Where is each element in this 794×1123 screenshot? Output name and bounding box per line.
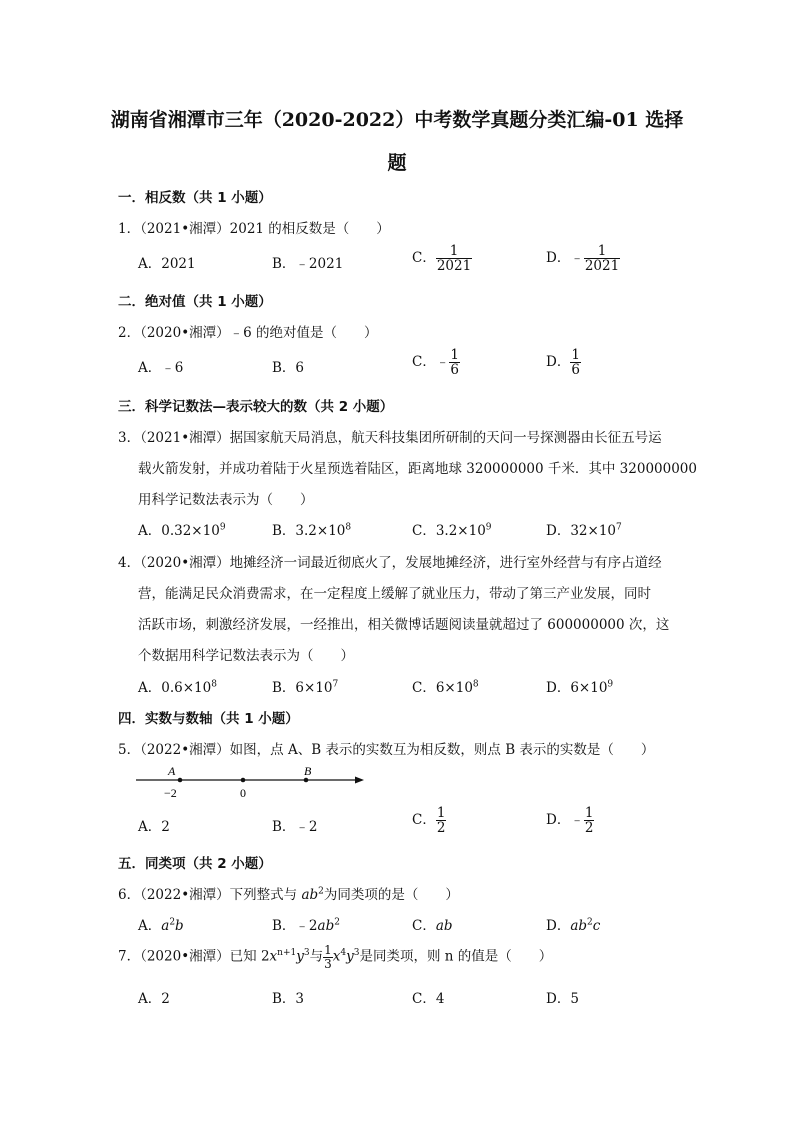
- question-6-stem: 6．（2022•湘潭）下列整式与 $ab^2$为同类项的是（ ）: [118, 886, 459, 903]
- q1-option-d-fraction: $\frac{1}{2021}$: [584, 243, 620, 275]
- question-4-line-2: 营，能满足民众消费需求，在一定程度上缓解了就业压力，带动了第三产业发展，同时: [138, 586, 651, 602]
- q7-option-c: C．4: [412, 991, 445, 1007]
- point-a-label: A: [168, 764, 176, 778]
- q2-option-b: B．6: [272, 360, 305, 376]
- q5-option-d-fraction: $\frac{1}{2}$: [584, 805, 594, 837]
- number-line-diagram: [136, 762, 376, 804]
- question-5-stem: 5．（2022•湘潭）如图，点 A、B 表示的实数互为相反数，则点 B 表示的实数是（ ）: [118, 742, 655, 758]
- question-1-stem: 1．（2021•湘潭）2021 的相反数是（ ）: [118, 221, 390, 237]
- q4-option-b: B．$6\times 10^7$: [272, 679, 339, 696]
- q4-option-c: C．$6\times 10^8$: [412, 679, 479, 696]
- q6-option-c: C．ab: [412, 918, 453, 934]
- question-2-stem: 2．（2020•湘潭）﹣6 的绝对值是（ ）: [118, 325, 378, 341]
- q1-option-b: B．﹣2021: [272, 256, 344, 272]
- section-heading-2: 二．绝对值（共 1 小题）: [118, 294, 272, 310]
- q2-option-a: A．﹣6: [138, 360, 184, 376]
- q5-option-d: D．﹣ $\frac{1}{2}$: [546, 805, 594, 837]
- page-title: 湖南省湘潭市三年（2020-2022）中考数学真题分类汇编-01 选择: [110, 109, 684, 131]
- q6-option-b: B．$﹣2ab^2$: [272, 917, 340, 934]
- q1-option-c-label: C．: [412, 250, 436, 267]
- point-a-dot: [178, 778, 183, 783]
- q4-option-d: D．$6\times 10^9$: [546, 679, 614, 696]
- q5-option-c-fraction: $\frac{1}{2}$: [436, 805, 446, 837]
- q1-option-d: D．﹣ $\frac{1}{2021}$: [546, 243, 620, 275]
- section-heading-1: 一．相反数（共 1 小题）: [118, 190, 272, 206]
- page-title-continued: 题: [387, 152, 407, 174]
- q5-option-b: B．﹣2: [272, 819, 318, 835]
- q7-option-b: B．3: [272, 991, 305, 1007]
- q6-option-d: D．$ab^2c$: [546, 917, 601, 934]
- section-heading-5: 五．同类项（共 2 小题）: [118, 856, 272, 872]
- tick-label-zero: 0: [240, 786, 246, 800]
- q3-option-d: D．$32\times 10^7$: [546, 522, 622, 539]
- q1-option-c: [412, 244, 472, 273]
- q2-option-c: C．﹣ $\frac{1}{6}$: [412, 347, 459, 379]
- q2-option-d-fraction: $\frac{1}{6}$: [571, 347, 580, 379]
- question-3-line-1: 3．（2021•湘潭）据国家航天局消息，航天科技集团所研制的天问一号探测器由长征五号运: [118, 430, 662, 446]
- q5-option-a: A．2: [138, 819, 170, 835]
- q1-option-a: A．2021: [138, 256, 196, 272]
- q6-option-a: A．$a^2b$: [138, 917, 184, 934]
- question-7-stem: 7．（2020•湘潭）已知 $2x^{n+1}y^3$与 $\frac{1}{3}$ $x^4y^3$是同类项，则 n 的值是（ ）: [118, 943, 553, 971]
- q7-option-a: A．2: [138, 991, 170, 1007]
- number-line-arrow: [355, 777, 364, 784]
- q1-option-c-fraction: $\frac{1}{2021}$: [436, 243, 472, 275]
- q2-option-c-fraction: $\frac{1}{6}$: [450, 347, 459, 379]
- question-3-line-2: 载火箭发射，并成功着陆于火星预选着陆区，距离地球 320000000 千米．其中 320000000: [138, 461, 697, 477]
- q3-option-c: C．$3.2\times 10^9$: [412, 522, 492, 539]
- q3-option-b: B．$3.2\times 10^8$: [272, 522, 352, 539]
- q1-option-d-label: D．: [546, 250, 571, 267]
- q4-option-a: A．$0.6\times 10^8$: [138, 679, 217, 696]
- section-heading-4: 四．实数与数轴（共 1 小题）: [118, 711, 299, 727]
- q2-option-d: D． $\frac{1}{6}$: [546, 347, 580, 379]
- q5-option-c: C． $\frac{1}{2}$: [412, 805, 446, 837]
- origin-dot: [241, 778, 246, 783]
- section-heading-3: 三．科学记数法—表示较大的数（共 2 小题）: [118, 399, 394, 415]
- question-4-line-4: 个数据用科学记数法表示为（ ）: [138, 648, 354, 664]
- question-4-line-1: 4．（2020•湘潭）地摊经济一词最近彻底火了，发展地摊经济，进行室外经营与有序占道经: [118, 555, 662, 571]
- q7-option-d: D．5: [546, 991, 579, 1007]
- q7-fraction: $\frac{1}{3}$: [324, 943, 332, 971]
- tick-label-minus-two: −2: [164, 786, 177, 800]
- point-b-label: B: [304, 764, 312, 778]
- point-b-dot: [304, 778, 309, 783]
- q3-option-a: A．$0.32\times 10^9$: [138, 522, 226, 539]
- question-3-line-3: 用科学记数法表示为（ ）: [138, 492, 314, 508]
- question-4-line-3: 活跃市场，刺激经济发展，一经推出，相关微博话题阅读量就超过了 600000000 次，这: [138, 617, 670, 633]
